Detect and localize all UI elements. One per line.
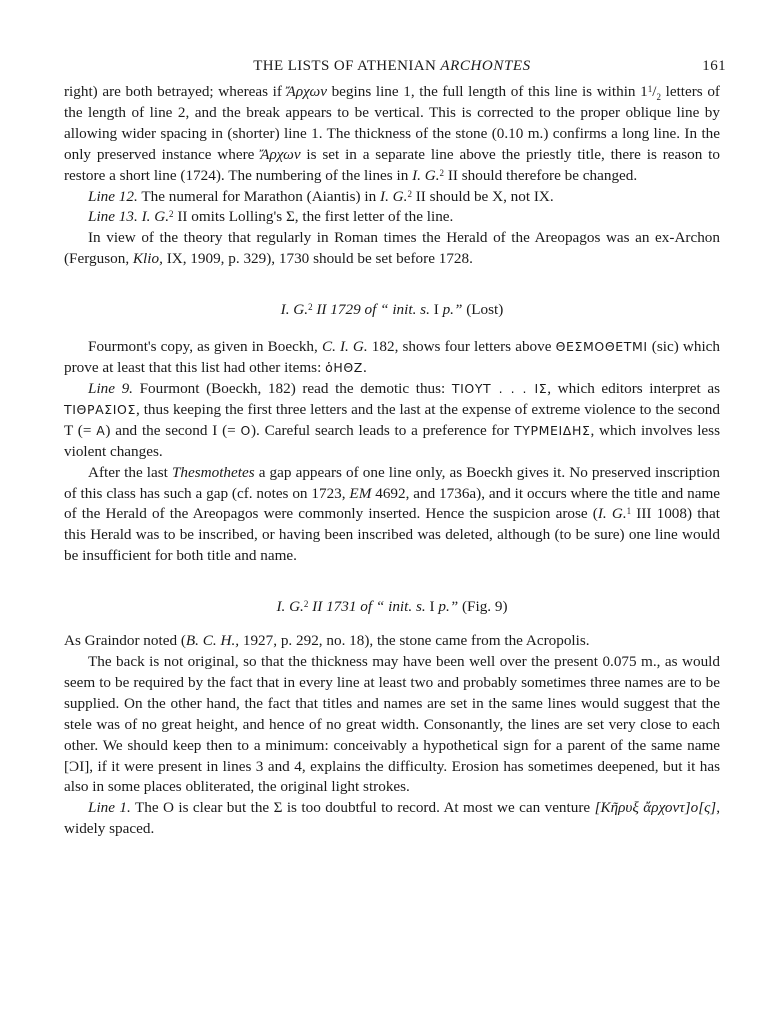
page: [64, 58, 726, 840]
running-title: THE LISTS OF ATHENIAN ARCHONTES: [253, 58, 531, 74]
paragraph-herald-theory: In view of the theory that regularly in Roman times the Herald of the Areopagos was an ex-Archon (Ferguson, Klio, IX, 1909, p. 329), 1730 should be set before 1728.: [64, 229, 720, 268]
paragraph-stone-thickness: The back is not original, so that the thickness may have been well over the present 0.075 m., as would seem to be required by the fact that in every line at least two and probably sometimes three names are to be supplied. On the other hand, the fact that titles and names are set in the same lines would suggest that the stele was of no great height, and hence of no great width. Consonantly, the lines are set very close to each other. We should keep then to a minimum: conceivably a hypothetical sign for a parent of the same name [ϽI], if it were present in lines 3 and 4, explains the difficulty. Erosion has sometimes deepened, but it has also in some places obliterated, the original light strokes.: [64, 653, 720, 796]
paragraph-line-1: Line 1. The O is clear but the Σ is too doubtful to record. At most we can venture [Κῆρυξ ἄρχοντ]ο[ς], widely spaced.: [64, 799, 720, 838]
paragraph-line-13: Line 13. I. G.$^2$ II omits Lolling's Σ, the first letter of the line.: [88, 208, 454, 226]
greek-word: Ἄρχων: [286, 83, 327, 100]
section-heading-1731: I. G.$^2$ II 1731 of “ init. s. I p.” (Fig. 9): [276, 598, 508, 616]
paragraph-fourmont-copy: Fourmont's copy, as given in Boeckh, C. I. G. 182, shows four letters above ΘΕΣΜΟΘΕΤΜΙ (sic) which prove at least that this list had other items: ὁΗΘΖ.: [64, 338, 721, 377]
paragraph-line-12: Line 12. The numeral for Marathon (Aiantis) in I. G.$^2$ II should be X, not IX.: [88, 187, 554, 205]
running-head: [64, 58, 726, 82]
paragraph-line-numbering: right) are both betrayed; whereas if Ἄρχων begins line 1, the full length of this line is within $1^1/_2$ letters of the length of line 2, and the break appears to be vertical. This is corrected to the proper oblique line by allowing wider spacing in (shorter) line 1. The thickness of the stone (0.10 m.) confirms a long line. In the only preserved instance where Ἄρχων is set in a separate line above the priestly title, there is reason to restore a short line (1724). The numbering of the lines in I. G.$^2$ II should therefore be changed.: [64, 83, 720, 184]
paragraph-line-9: Line 9. Fourmont (Boeckh, 182) read the demotic thus: ΤΙΟΥΤ . . . ΙΣ, which editors interpret as ΤΙΘΡΑΣΙΟΣ, thus keeping the first three letters and the last at the expense of extreme violence to the second T (= Α) and the second I (= Ο). Careful search leads to a preference for ΤΥΡΜΕΙΔΗΣ, which involves less violent changes.: [64, 379, 720, 460]
page-number: 161: [702, 58, 726, 74]
greek-word: Ἄρχων: [260, 145, 301, 163]
section-heading-1729: I. G.$^2$ II 1729 of “ init. s. I p.” (Lost): [280, 301, 504, 319]
paragraph-graindor: As Graindor noted (B. C. H., 1927, p. 292, no. 18), the stone came from the Acropolis.: [64, 632, 590, 650]
paragraph-thesmothetes-gap: After the last Thesmothetes a gap appears of one line only, as Boeckh gives it. No preserved inscription of this class has such a gap (cf. notes on 1723, EM 4692, and 1736a), and it occurs where the title and name of the Herald of the Areopagos were commonly inserted. Hence the suspicion arose (I. G.$^1$ III 1008) that this Herald was to be inscribed, or having been inscribed was deleted, although (to be sure) one line would be insufficient for both title and name.: [64, 463, 720, 565]
